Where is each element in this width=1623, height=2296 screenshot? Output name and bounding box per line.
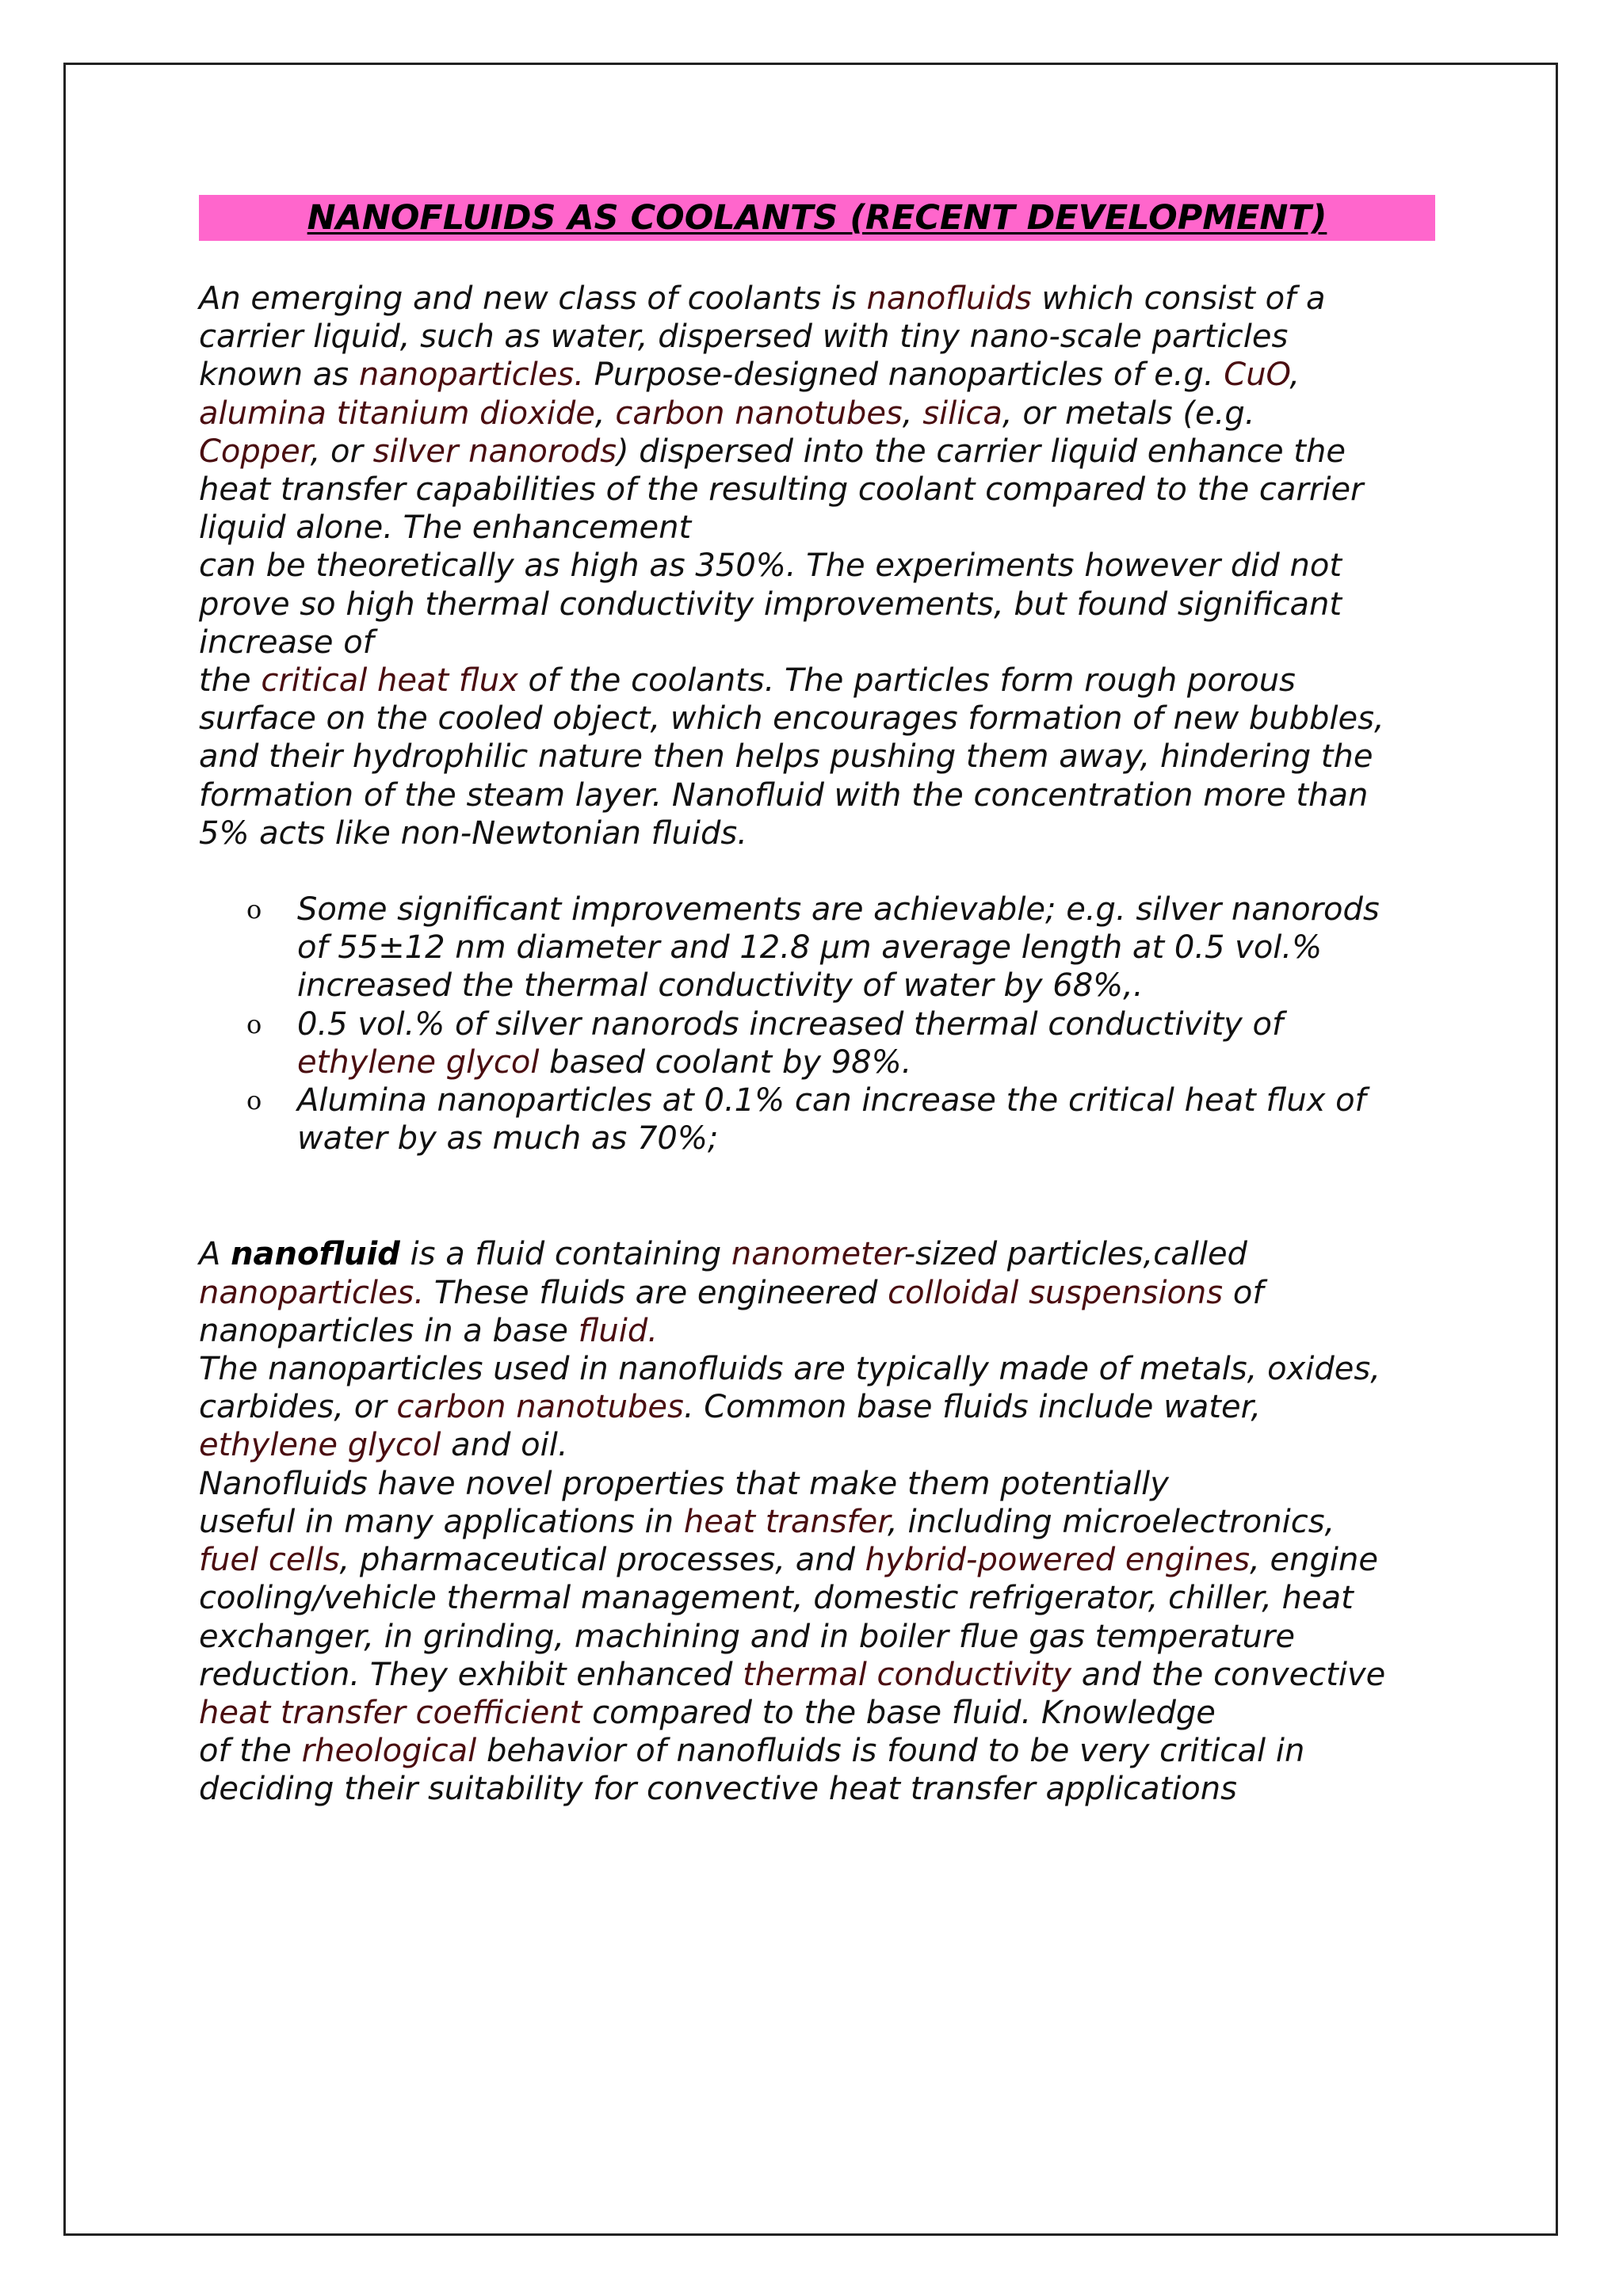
text-line: and their hydrophilic nature then helps pushing them away, hindering the — [199, 738, 1373, 776]
text-line — [199, 1694, 1435, 1732]
spacer — [199, 1158, 1435, 1235]
text-line — [199, 1312, 1435, 1350]
title-highlight — [199, 195, 1435, 241]
text-line — [199, 1235, 1435, 1273]
document-body — [199, 195, 1435, 1809]
link-heat-transfer-coefficient[interactable]: heat transfer coefficient — [199, 1694, 582, 1731]
bullet-list — [246, 891, 1435, 1158]
page-title: NANOFLUIDS AS COOLANTS (RECENT DEVELOPMENT) — [307, 198, 1327, 238]
link-fuel-cells[interactable]: fuel cells — [199, 1542, 340, 1579]
link-colloidal-suspensions[interactable]: colloidal suspensions — [888, 1274, 1224, 1311]
text-line — [199, 395, 1435, 433]
list-item — [246, 1005, 1435, 1081]
text: , or — [310, 433, 373, 470]
text-line: liquid alone. The enhancement — [199, 509, 692, 547]
text: Purpose-designed nanoparticles of e.g. — [583, 357, 1224, 394]
text-line — [199, 1503, 1435, 1541]
text: of the — [199, 1733, 302, 1770]
link-carbon-nanotubes[interactable]: carbon nanotubes — [615, 395, 903, 432]
text-line: water by as much as 70%; — [297, 1120, 719, 1158]
text: behavior of nanofluids is found to be very critical in — [476, 1733, 1305, 1770]
text-line — [199, 1274, 1435, 1312]
text: . Common base fluids include water, — [683, 1389, 1262, 1426]
text: of the coolants. The particles form rough porous — [517, 662, 1296, 700]
link-fluid[interactable]: fluid. — [578, 1312, 658, 1349]
text-line — [297, 1043, 1435, 1081]
list-item-text — [297, 891, 1435, 1005]
text: of — [1223, 1274, 1264, 1311]
link-hybrid-powered-engines[interactable]: hybrid-powered engines — [865, 1542, 1251, 1579]
text-line — [199, 1656, 1435, 1694]
text-line — [199, 280, 1435, 318]
link-copper[interactable]: Copper — [199, 433, 311, 470]
link-nanoparticles[interactable]: nanoparticles. — [199, 1274, 425, 1311]
definition-paragraph — [199, 1235, 1435, 1808]
link-nanometer[interactable]: nanometer — [731, 1236, 904, 1273]
link-ethylene-glycol[interactable]: ethylene glycol — [297, 1043, 540, 1081]
text: -sized particles,called — [903, 1236, 1247, 1273]
text-line: prove so high thermal conductivity improvements, but found significant — [199, 585, 1342, 623]
text-line: heat transfer capabilities of the resulting coolant compared to the carrier — [199, 471, 1364, 509]
text-line: carrier liquid, such as water, dispersed with tiny nano-scale particles — [199, 318, 1289, 356]
text-line — [199, 1732, 1435, 1770]
text-line — [199, 1426, 1435, 1464]
text: is a fluid containing — [399, 1236, 731, 1273]
text-line: formation of the steam layer. Nanofluid with the concentration more than — [199, 776, 1369, 814]
text-line — [199, 433, 1435, 471]
text-line — [199, 662, 1435, 700]
text-line: Alumina nanoparticles at 0.1% can increase the critical heat flux of — [297, 1082, 1366, 1119]
link-critical-heat-flux[interactable]: critical heat flux — [261, 662, 518, 700]
text: , engine — [1250, 1542, 1378, 1579]
text: and the convective — [1071, 1656, 1386, 1693]
spacer — [199, 852, 1435, 891]
link-rheological[interactable]: rheological — [301, 1733, 477, 1770]
text: , — [594, 395, 616, 432]
text-line: Nanofluids have novel properties that make them potentially — [199, 1465, 1169, 1502]
list-item-text — [297, 1081, 1435, 1158]
link-carbon-nanotubes[interactable]: carbon nanotubes — [396, 1389, 684, 1426]
link-titanium-dioxide[interactable]: titanium dioxide — [336, 395, 595, 432]
text: , including microelectronics, — [888, 1503, 1335, 1540]
link-thermal-conductivity[interactable]: thermal conductivity — [743, 1656, 1072, 1693]
text: , or metals (e.g. — [1002, 395, 1255, 432]
text: These fluids are engineered — [424, 1274, 888, 1311]
link-silica[interactable]: silica — [922, 395, 1002, 432]
bullet-marker: o — [246, 1009, 262, 1039]
text: which consist of a — [1031, 280, 1326, 317]
text: known as — [199, 357, 359, 394]
text: , — [1289, 357, 1300, 394]
text-line: of 55±12 nm diameter and 12.8 µm average length at 0.5 vol.% — [297, 929, 1323, 967]
text: , pharmaceutical processes, and — [339, 1542, 865, 1579]
bold-term: nanofluid — [231, 1236, 400, 1273]
text: reduction. They exhibit enhanced — [199, 1656, 743, 1693]
text: the — [199, 662, 262, 700]
text: An emerging and new class of coolants is — [199, 280, 867, 317]
text-line: increased the thermal conductivity of water by 68%,. — [297, 967, 1144, 1005]
link-nanofluids[interactable]: nanofluids — [866, 280, 1032, 317]
text: A — [199, 1236, 231, 1273]
link-heat-transfer[interactable]: heat transfer — [683, 1503, 888, 1540]
text: ) dispersed into the carrier liquid enhance the — [616, 433, 1346, 470]
intro-paragraph — [199, 280, 1435, 852]
text-line: can be theoretically as high as 350%. The experiments however did not — [199, 547, 1342, 585]
list-item — [246, 1081, 1435, 1158]
link-nanoparticles[interactable]: nanoparticles. — [358, 357, 584, 394]
text-line: cooling/vehicle thermal management, domestic refrigerator, chiller, heat — [199, 1580, 1354, 1617]
text: carbides, or — [199, 1389, 397, 1426]
text-line: The nanoparticles used in nanofluids are typically made of metals, oxides, — [199, 1351, 1381, 1388]
text-line: surface on the cooled object, which encourages formation of new bubbles, — [199, 700, 1384, 738]
link-ethylene-glycol[interactable]: ethylene glycol — [199, 1427, 441, 1464]
text: , — [902, 395, 923, 432]
list-item-text — [297, 1005, 1435, 1081]
text — [327, 395, 337, 432]
text: useful in many applications in — [199, 1503, 684, 1540]
text-line — [199, 1388, 1435, 1426]
text: and oil. — [441, 1427, 568, 1464]
link-alumina[interactable]: alumina — [199, 395, 327, 432]
text-line: Some significant improvements are achievable; e.g. silver nanorods — [297, 891, 1380, 929]
link-silver-nanorods[interactable]: silver nanorods — [372, 433, 617, 470]
text-line — [199, 1541, 1435, 1579]
text-line: deciding their suitability for convective heat transfer applications — [199, 1771, 1237, 1808]
text-line: increase of — [199, 624, 374, 661]
link-cuo[interactable]: CuO — [1224, 357, 1290, 394]
list-item — [246, 891, 1435, 1005]
text-line: 0.5 vol.% of silver nanorods increased thermal conductivity of — [297, 1005, 1284, 1043]
bullet-marker: o — [246, 894, 262, 925]
text: compared to the base fluid. Knowledge — [582, 1694, 1216, 1731]
text-line: exchanger, in grinding, machining and in boiler flue gas temperature — [199, 1618, 1295, 1655]
text-line: 5% acts like non-Newtonian fluids. — [199, 814, 747, 852]
text: nanoparticles in a base — [199, 1312, 579, 1349]
text-line — [199, 356, 1435, 394]
text: based coolant by 98%. — [539, 1043, 912, 1081]
bullet-marker: o — [246, 1085, 262, 1116]
